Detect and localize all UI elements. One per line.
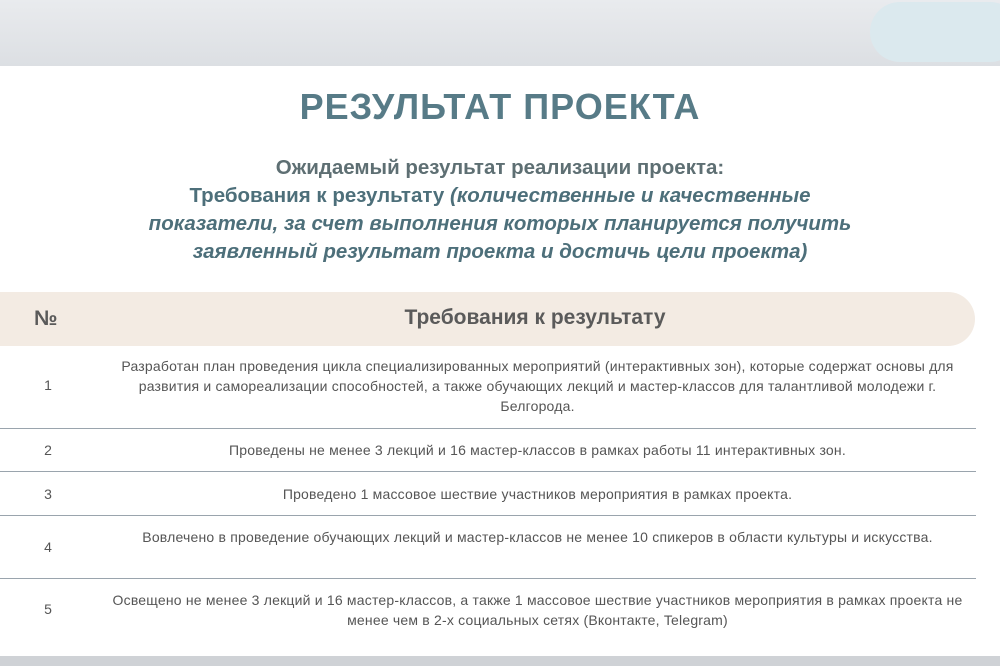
table-row-1-text: Разработан план проведения цикла специализированных мероприятий (интерактивных зон), которые содержат основы для развития и самореализации способностей, а также обучающих лекций и мастер-классов для талантливой молодежи г. Белгорода. (121, 358, 954, 414)
subtitle (40, 154, 960, 266)
bottom-band (0, 656, 1000, 666)
subtitle-line-1: Ожидаемый результат реализации проекта: (275, 156, 725, 179)
top-band (0, 0, 1000, 66)
row-divider (0, 515, 976, 516)
row-divider (0, 471, 976, 472)
subtitle-line-4: заявленный результат проекта и достичь цели проекта) (192, 240, 808, 263)
table-row-5-text: Освещено не менее 3 лекций и 16 мастер-классов, а также 1 массовое шествие участников мероприятия в рамках проекта не менее чем в 2-х социальных сетях (Вконтакте, Telegram) (112, 592, 963, 628)
row-divider (0, 428, 976, 429)
table-row-4-text: Вовлечено в проведение обучающих лекций и мастер-классов не менее 10 спикеров в области культуры и искусства. (142, 529, 933, 545)
table-row-5-number: 5 (44, 601, 52, 617)
page-title: РЕЗУЛЬТАТ ПРОЕКТА (299, 86, 701, 127)
row-divider (0, 578, 976, 579)
subtitle-line-2 (40, 182, 960, 210)
table-row-2-text: Проведены не менее 3 лекций и 16 мастер-классов в рамках работы 11 интерактивных зон. (229, 442, 846, 458)
table-row-4-number: 4 (44, 539, 52, 555)
table-row-3-number: 3 (44, 486, 52, 502)
subtitle-line-3: показатели, за счет выполнения которых планируется получить (148, 212, 852, 235)
table-header-title: Требования к результату (404, 306, 666, 329)
table-row-2-number: 2 (44, 442, 52, 458)
table-row-3-text: Проведено 1 массовое шествие участников мероприятия в рамках проекта. (282, 486, 793, 502)
table-row-1-number: 1 (44, 377, 52, 393)
subtitle-line-2-italic: (количественные и качественные (444, 184, 811, 207)
top-accent-shape (870, 2, 1000, 62)
subtitle-line-2-plain: Требования к результату (189, 184, 445, 207)
table-header-number: № (34, 307, 58, 330)
